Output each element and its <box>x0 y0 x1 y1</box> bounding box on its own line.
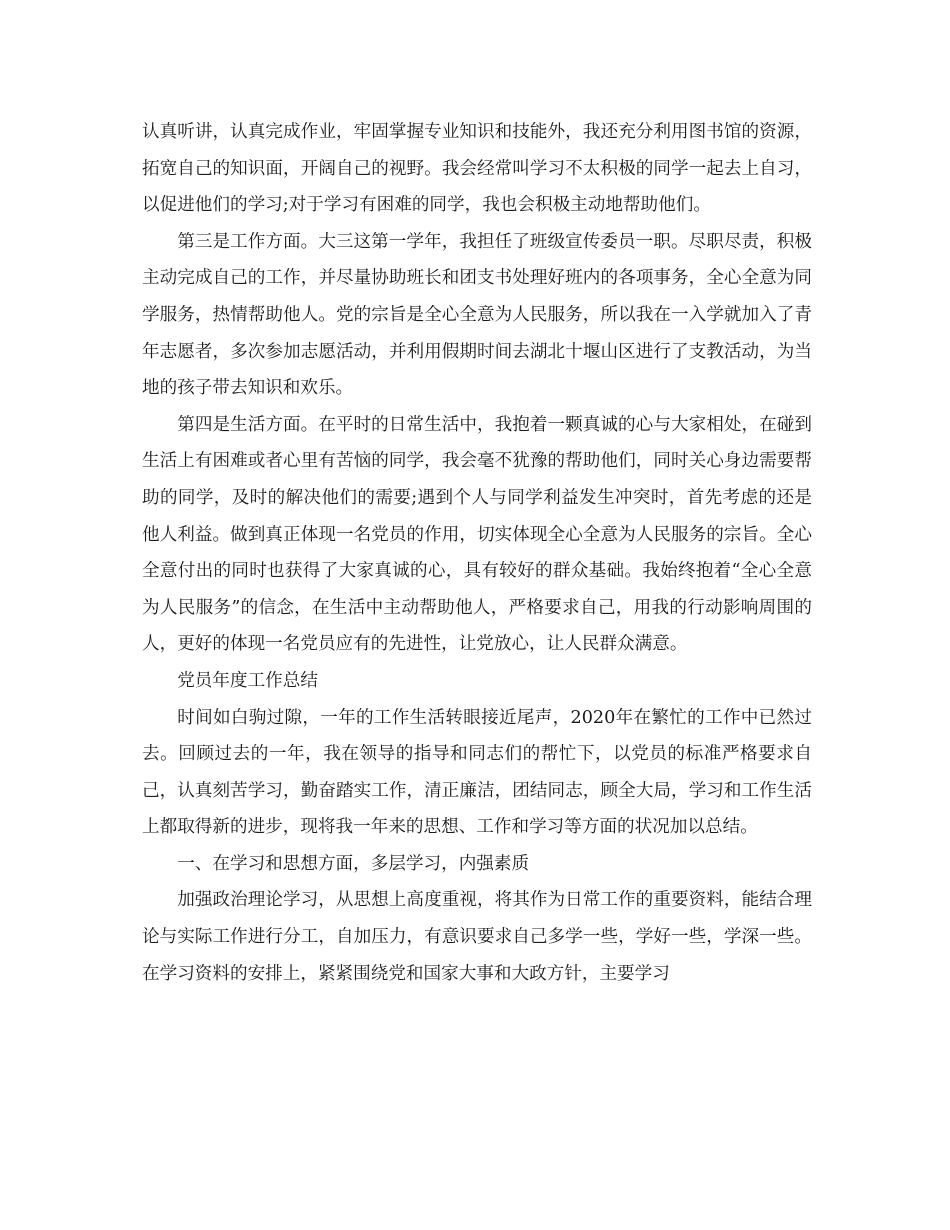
section-heading-study-thought: 一、在学习和思想方面，多层学习，内强素质 <box>177 853 530 874</box>
section-heading-annual-summary: 党员年度工作总结 <box>177 670 318 691</box>
paragraph-summary-intro: 时间如白驹过隙，一年的工作生活转眼接近尾声，2020年在繁忙的工作中已然过去。回顾过去的一年，我在领导的指导和同志们的帮忙下，以党员的标准严格要求自己，认真刻苦学习，勤奋踏实工作，清正廉洁，团结同志，顾全大局，学习和工作生活上都取得新的进步，现将我一年来的思想、工作和学习等方面的状况加以总结。 <box>142 707 812 838</box>
paragraph-political-study: 加强政治理论学习，从思想上高度重视，将其作为日常工作的重要资料，能结合理论与实际工作进行分工，自加压力，有意识要求自己多学一些，学好一些，学深一些。在学习资料的安排上，紧紧围绕党和国家大事和大政方针，主要学习 <box>142 890 812 984</box>
paragraph-life-aspect: 第四是生活方面。在平时的日常生活中，我抱着一颗真诚的心与大家相处，在碰到生活上有困难或者心里有苦恼的同学，我会毫不犹豫的帮助他们，同时关心身边需要帮助的同学，及时的解决他们的需要;遇到个人与同学利益发生冲突时，首先考虑的还是他人利益。做到真正体现一名党员的作用，切实体现全心全意为人民服务的宗旨。全心全意付出的同时也获得了大家真诚的心，具有较好的群众基础。我始终抱着“全心全意为人民服务”的信念，在生活中主动帮助他人，严格要求自己，用我的行动影响周围的人，更好的体现一名党员应有的先进性，让党放心，让人民群众满意。 <box>142 414 812 655</box>
paragraph-work-aspect: 第三是工作方面。大三这第一学年，我担任了班级宣传委员一职。尽职尽责，积极主动完成自己的工作，并尽量协助班长和团支书处理好班内的各项事务，全心全意为同学服务，热情帮助他人。党的宗旨是全心全意为人民服务，所以我在一入学就加入了青年志愿者，多次参加志愿活动，并利用假期时间去湖北十堰山区进行了支教活动，为当地的孩子带去知识和欢乐。 <box>142 231 812 399</box>
paragraph-study-continued: 认真听讲，认真完成作业，牢固掌握专业知识和技能外，我还充分利用图书馆的资源，拓宽自己的知识面，开阔自己的视野。我会经常叫学习不太积极的同学一起去上自习，以促进他们的学习;对于学习有困难的同学，我也会积极主动地帮助他们。 <box>142 122 812 216</box>
document-body <box>142 114 812 992</box>
